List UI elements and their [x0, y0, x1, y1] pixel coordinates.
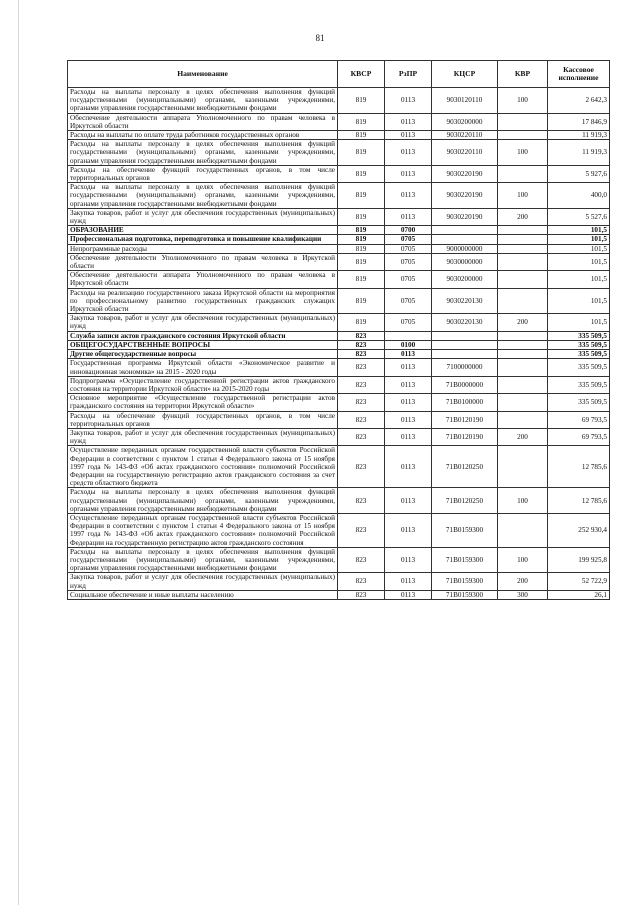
row-sum: 101,5: [548, 288, 610, 314]
row-kcsr: [432, 331, 498, 340]
row-kvr: 100: [498, 140, 548, 166]
row-rzpr: 0113: [385, 590, 432, 599]
row-kcsr: 71В0000000: [432, 376, 498, 393]
row-kcsr: 9030220130: [432, 288, 498, 314]
row-sum: 101,5: [548, 271, 610, 288]
row-kcsr: 71В0100000: [432, 394, 498, 411]
row-kcsr: [432, 226, 498, 235]
row-kcsr: 9030220190: [432, 165, 498, 182]
row-name: Обеспечение деятельности Уполномоченного по правам человека в Иркутской области: [68, 253, 338, 270]
table-row: [68, 394, 610, 411]
row-kvr: [498, 376, 548, 393]
header-kcsr: КЦСР: [432, 61, 498, 88]
row-kvsr: 823: [338, 359, 385, 376]
row-name: Непрограммные расходы: [68, 244, 338, 253]
row-kvr: [498, 271, 548, 288]
row-kvr: [498, 359, 548, 376]
row-kvr: 100: [498, 88, 548, 114]
row-kvr: [498, 244, 548, 253]
budget-table: [67, 60, 610, 600]
row-name: Расходы на обеспечение функций государственных органов, в том числе территориальных органов: [68, 165, 338, 182]
header-name: Наименование: [68, 61, 338, 88]
row-rzpr: 0705: [385, 253, 432, 270]
row-sum: 11 919,3: [548, 140, 610, 166]
row-name: Расходы на обеспечение функций государственных органов, в том числе территориальных органов: [68, 411, 338, 428]
row-kcsr: 71В0120190: [432, 428, 498, 445]
table-row: [68, 428, 610, 445]
table-row: [68, 331, 610, 340]
row-kcsr: [432, 350, 498, 359]
row-rzpr: 0113: [385, 359, 432, 376]
row-rzpr: 0113: [385, 131, 432, 140]
row-rzpr: [385, 331, 432, 340]
row-kvr: [498, 131, 548, 140]
row-name: Обеспечение деятельности аппарата Уполномоченного по правам человека в Иркутской области: [68, 271, 338, 288]
row-sum: 5 927,6: [548, 165, 610, 182]
row-kvsr: 819: [338, 235, 385, 244]
table-row: [68, 446, 610, 488]
row-sum: 400,0: [548, 183, 610, 209]
header-cash-execution: Кассовое исполнение: [548, 61, 610, 88]
row-name: Подпрограмма «Осуществление государственной регистрации актов гражданского состояния на территории Иркутской области» на 2015-2020 годы: [68, 376, 338, 393]
table-row: [68, 350, 610, 359]
row-kvsr: 819: [338, 140, 385, 166]
row-sum: 101,5: [548, 235, 610, 244]
table-row: [68, 113, 610, 130]
row-kcsr: 9030220110: [432, 140, 498, 166]
row-kvr: [498, 235, 548, 244]
row-kcsr: 9030220190: [432, 208, 498, 225]
row-name: Закупка товаров, работ и услуг для обеспечения государственных (муниципальных) нужд: [68, 314, 338, 331]
row-rzpr: 0700: [385, 226, 432, 235]
table-row: [68, 573, 610, 590]
row-name: Расходы на выплаты персоналу в целях обеспечения выполнения функций государственными (муниципальными) органами, казенными учреждениями, органами управления государственными внебюджетными фондами: [68, 183, 338, 209]
row-kcsr: 9030000000: [432, 253, 498, 270]
row-rzpr: 0705: [385, 288, 432, 314]
row-kvr: [498, 411, 548, 428]
row-name: Расходы на выплаты персоналу в целях обеспечения выполнения функций государственными (муниципальными) органами, казенными учреждениями, органами управления государственными внебюджетными фондами: [68, 547, 338, 573]
row-sum: 335 509,5: [548, 340, 610, 349]
table-header-row: [68, 61, 610, 88]
page-number: 81: [315, 33, 325, 43]
row-kcsr: 71В0159300: [432, 547, 498, 573]
row-kvr: 200: [498, 208, 548, 225]
row-kcsr: [432, 235, 498, 244]
row-sum: 17 846,9: [548, 113, 610, 130]
table-row: [68, 488, 610, 514]
row-kcsr: 9030220130: [432, 314, 498, 331]
row-kvsr: 823: [338, 590, 385, 599]
table-row: [68, 165, 610, 182]
row-sum: 335 509,5: [548, 376, 610, 393]
row-kvsr: 823: [338, 573, 385, 590]
row-kcsr: 9000000000: [432, 244, 498, 253]
row-kvsr: 819: [338, 271, 385, 288]
row-kvr: [498, 331, 548, 340]
row-rzpr: 0705: [385, 235, 432, 244]
row-sum: 335 509,5: [548, 331, 610, 340]
row-sum: 52 722,9: [548, 573, 610, 590]
row-sum: 101,5: [548, 244, 610, 253]
row-sum: 12 785,6: [548, 446, 610, 488]
row-name: Закупка товаров, работ и услуг для обеспечения государственных (муниципальных) нужд: [68, 208, 338, 225]
header-kvsr: КВСР: [338, 61, 385, 88]
table-row: [68, 376, 610, 393]
row-kvsr: 823: [338, 488, 385, 514]
table-row: [68, 131, 610, 140]
row-rzpr: 0113: [385, 411, 432, 428]
row-name: Расходы на выплаты персоналу в целях обеспечения выполнения функций государственными (муниципальными) органами, казенными учреждениями, органами управления государственными внебюджетными фондами: [68, 88, 338, 114]
header-kvr: КВР: [498, 61, 548, 88]
row-kvsr: 823: [338, 411, 385, 428]
table-row: [68, 140, 610, 166]
row-name: Основное мероприятие «Осуществление государственной регистрации актов гражданского состояния на территории Иркутской области»: [68, 394, 338, 411]
row-kvsr: 819: [338, 288, 385, 314]
row-kvr: [498, 253, 548, 270]
row-name: ОБРАЗОВАНИЕ: [68, 226, 338, 235]
row-sum: 2 642,3: [548, 88, 610, 114]
row-rzpr: 0113: [385, 428, 432, 445]
table-row: [68, 314, 610, 331]
row-rzpr: 0113: [385, 547, 432, 573]
row-kcsr: 71В0159300: [432, 573, 498, 590]
header-rzpr: РзПР: [385, 61, 432, 88]
row-kcsr: 9030220110: [432, 131, 498, 140]
row-name: Осуществление переданных органам государственной власти субъектов Российской Федерации в соответствии с пунктом 1 статьи 4 Федерального закона от 15 ноября 1997 года № 143-ФЗ «Об актах гражданского состояния» полномочий Российской Федерации на государственную регистрацию актов гражданского состояния за счет средств областного бюджета: [68, 446, 338, 488]
row-rzpr: 0113: [385, 488, 432, 514]
table-row: [68, 183, 610, 209]
row-kvr: [498, 340, 548, 349]
row-kvsr: 819: [338, 183, 385, 209]
row-rzpr: 0113: [385, 513, 432, 547]
row-kvsr: 819: [338, 314, 385, 331]
row-kvr: 100: [498, 183, 548, 209]
row-name: Расходы на выплаты персоналу в целях обеспечения выполнения функций государственными (муниципальными) органами, казенными учреждениями, органами управления государственными внебюджетными фондами: [68, 140, 338, 166]
row-sum: 12 785,6: [548, 488, 610, 514]
row-rzpr: 0113: [385, 573, 432, 590]
row-sum: 69 793,5: [548, 411, 610, 428]
row-sum: 101,5: [548, 314, 610, 331]
row-kvsr: 819: [338, 244, 385, 253]
table-row: [68, 244, 610, 253]
row-sum: 335 509,5: [548, 350, 610, 359]
row-rzpr: 0100: [385, 340, 432, 349]
row-kcsr: 7100000000: [432, 359, 498, 376]
row-kvr: [498, 350, 548, 359]
row-kvr: [498, 226, 548, 235]
row-kvsr: 823: [338, 513, 385, 547]
row-kcsr: 9030120110: [432, 88, 498, 114]
row-rzpr: 0113: [385, 165, 432, 182]
row-kvsr: 819: [338, 131, 385, 140]
row-kvsr: 823: [338, 446, 385, 488]
row-sum: 101,5: [548, 226, 610, 235]
table-row: [68, 235, 610, 244]
row-kvr: 200: [498, 314, 548, 331]
row-kvsr: 819: [338, 88, 385, 114]
table-row: [68, 226, 610, 235]
row-kvr: 200: [498, 573, 548, 590]
row-sum: 335 509,5: [548, 359, 610, 376]
row-kvsr: 819: [338, 226, 385, 235]
row-rzpr: 0705: [385, 314, 432, 331]
row-kvsr: 823: [338, 394, 385, 411]
row-kvsr: 819: [338, 253, 385, 270]
row-rzpr: 0113: [385, 394, 432, 411]
table-row: [68, 88, 610, 114]
row-rzpr: 0705: [385, 244, 432, 253]
row-name: Социальное обеспечение и иные выплаты населению: [68, 590, 338, 599]
row-kvr: [498, 513, 548, 547]
row-kcsr: 9030220190: [432, 183, 498, 209]
row-sum: 26,1: [548, 590, 610, 599]
row-name: Государственная программа Иркутской области «Экономическое развитие и инновационная экономика» на 2015 - 2020 годы: [68, 359, 338, 376]
row-sum: 101,5: [548, 253, 610, 270]
row-kvr: [498, 446, 548, 488]
row-kcsr: 9030200000: [432, 113, 498, 130]
row-name: Обеспечение деятельности аппарата Уполномоченного по правам человека в Иркутской области: [68, 113, 338, 130]
row-sum: 199 925,8: [548, 547, 610, 573]
row-kvsr: 823: [338, 350, 385, 359]
row-kvr: 200: [498, 428, 548, 445]
row-kvr: [498, 288, 548, 314]
row-kvsr: 819: [338, 208, 385, 225]
row-kvsr: 819: [338, 113, 385, 130]
table-row: [68, 271, 610, 288]
row-kcsr: 71В0120190: [432, 411, 498, 428]
row-name: Закупка товаров, работ и услуг для обеспечения государственных (муниципальных) нужд: [68, 428, 338, 445]
row-kvsr: 823: [338, 547, 385, 573]
table-row: [68, 340, 610, 349]
scan-margin-line: [18, 0, 19, 905]
row-name: Закупка товаров, работ и услуг для обеспечения государственных (муниципальных) нужд: [68, 573, 338, 590]
row-kvsr: 823: [338, 340, 385, 349]
row-sum: 11 919,3: [548, 131, 610, 140]
row-kvsr: 823: [338, 331, 385, 340]
row-kcsr: 71В0159300: [432, 513, 498, 547]
row-kvsr: 819: [338, 165, 385, 182]
row-name: Профессиональная подготовка, переподготовка и повышение квалификации: [68, 235, 338, 244]
row-kvr: [498, 113, 548, 130]
row-kcsr: 71В0159300: [432, 590, 498, 599]
row-kvr: 100: [498, 547, 548, 573]
row-name: ОБЩЕГОСУДАРСТВЕННЫЕ ВОПРОСЫ: [68, 340, 338, 349]
table-row: [68, 253, 610, 270]
row-sum: 252 930,4: [548, 513, 610, 547]
row-rzpr: 0113: [385, 183, 432, 209]
row-rzpr: 0113: [385, 140, 432, 166]
table-row: [68, 513, 610, 547]
row-kvsr: 823: [338, 428, 385, 445]
row-kcsr: 71В0120250: [432, 488, 498, 514]
row-rzpr: 0113: [385, 350, 432, 359]
row-name: Служба записи актов гражданского состояния Иркутской области: [68, 331, 338, 340]
row-kvr: 300: [498, 590, 548, 599]
row-name: Осуществление переданных органам государственной власти субъектов Российской Федерации в соответствии с пунктом 1 статьи 4 Федерального закона от 15 ноября 1997 года № 143-ФЗ «Об актах гражданского состояния» полномочий Российской Федерации на государственную регистрацию актов гражданского состояния: [68, 513, 338, 547]
row-kcsr: [432, 340, 498, 349]
row-sum: 69 793,5: [548, 428, 610, 445]
row-name: Расходы на реализацию государственного заказа Иркутской области на мероприятия по профессиональному развитию государственных гражданских служащих Иркутской области: [68, 288, 338, 314]
table-row: [68, 208, 610, 225]
row-name: Другие общегосударственные вопросы: [68, 350, 338, 359]
row-kcsr: 9030200000: [432, 271, 498, 288]
table-row: [68, 411, 610, 428]
row-sum: 5 527,6: [548, 208, 610, 225]
row-kvr: 100: [498, 488, 548, 514]
row-kvr: [498, 165, 548, 182]
row-rzpr: 0113: [385, 88, 432, 114]
row-kcsr: 71В0120250: [432, 446, 498, 488]
table-row: [68, 288, 610, 314]
row-name: Расходы на выплаты персоналу в целях обеспечения выполнения функций государственными (муниципальными) органами, казенными учреждениями, органами управления государственными внебюджетными фондами: [68, 488, 338, 514]
row-rzpr: 0113: [385, 446, 432, 488]
table-row: [68, 547, 610, 573]
row-rzpr: 0113: [385, 113, 432, 130]
row-kvr: [498, 394, 548, 411]
table-row: [68, 359, 610, 376]
table-row: [68, 590, 610, 599]
row-sum: 335 509,5: [548, 394, 610, 411]
row-name: Расходы на выплаты по оплате труда работников государственных органов: [68, 131, 338, 140]
row-rzpr: 0113: [385, 208, 432, 225]
row-rzpr: 0705: [385, 271, 432, 288]
row-kvsr: 823: [338, 376, 385, 393]
row-rzpr: 0113: [385, 376, 432, 393]
